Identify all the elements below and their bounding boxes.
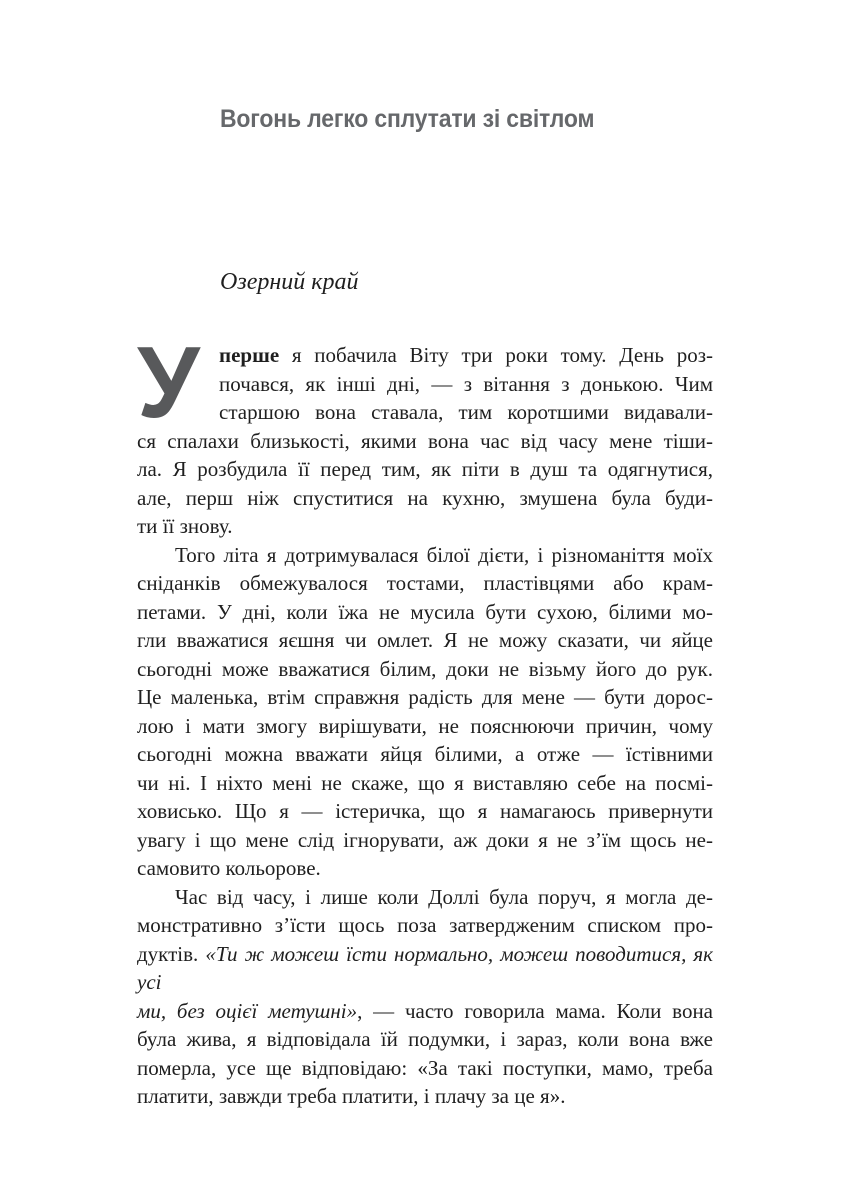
paragraph-1-line-4: ся спалахи близькості, якими вона час від часу мене тіши-	[137, 428, 713, 453]
paragraph-2-line-10: ховисько. Що я — істеричка, що я намагаюсь привернути	[137, 799, 713, 823]
paragraph-2-line-4: гли вважатися яєшня чи омлет. Я не можу сказати, чи яйце	[137, 628, 713, 652]
paragraph-1-line-6: але, перш ніж спуститися на кухню, змушена була буди-	[137, 485, 713, 510]
paragraph-2-line-12: самовито кольорове.	[137, 856, 321, 880]
epigraph: Озерний край	[220, 269, 359, 295]
drop-cap: У	[137, 327, 200, 439]
paragraph-1-line-2: почався, як інші дні, — з вітання з донькою. Чим	[219, 371, 713, 396]
paragraph-3-line-7: платити, завжди треба платити, і плачу за це я».	[137, 1084, 566, 1108]
paragraph-3-line-3: дуктів. «Ти ж можеш їсти нормально, можеш поводитися, як усі	[137, 941, 713, 994]
paragraph-2-line-2: сніданків обмежувалося тостами, пластівцями або крам-	[137, 571, 713, 595]
paragraph-2-line-1: Того літа я дотримувалася білої дієти, і різноманіття моїх	[175, 542, 713, 567]
paragraph-2-line-3: петами. У дні, коли їжа не мусила бути сухою, білими мо-	[137, 599, 713, 624]
paragraph-3-line-1: Час від часу, і лише коли Доллі була поруч, я могла де-	[175, 884, 713, 909]
paragraph-3-line-6: померла, усе ще відповідаю: «За такі поступки, мамо, треба	[137, 1055, 713, 1080]
paragraph-1-line-7: ти її знову.	[137, 514, 233, 538]
paragraph-3-line-4: ми, без оцієї метушні», — часто говорила мама. Коли вона	[137, 998, 713, 1023]
paragraph-2-line-7: лою і мати змогу вирішувати, не пояснюючи причин, чому	[137, 713, 713, 738]
paragraph-2-line-11: увагу і що мене слід ігнорувати, аж доки я не з’їм щось не-	[137, 827, 713, 852]
paragraph-1-line-5: ла. Я розбудила її перед тим, як піти в душ та одягнутися,	[137, 457, 713, 481]
paragraph-1-line-1: перше я побачила Віту три роки тому. День роз-	[219, 343, 713, 367]
paragraph-1-line-3: старшою вона ставала, тим коротшими видавали-	[219, 400, 713, 424]
paragraph-2-line-6: Це маленька, втім справжня радість для мене — бути дорос-	[137, 685, 713, 709]
paragraph-3-line-2: монстративно з’їсти щось поза затвердженим списком про-	[137, 913, 713, 937]
body-text	[137, 327, 713, 1111]
paragraph-2-line-8: сьогодні можна вважати яйця білими, а отже — їстівними	[137, 742, 713, 766]
paragraph-2-line-5: сьогодні може вважатися білим, доки не візьму його до рук.	[137, 656, 713, 681]
chapter-title: Вогонь легко сплутати зі світлом	[220, 105, 595, 133]
paragraph-2-line-9: чи ні. І ніхто мені не скаже, що я виставляю себе на посмі-	[137, 770, 713, 795]
paragraph-3-line-5: була жива, я відповідала їй подумки, і зараз, коли вона вже	[137, 1027, 713, 1051]
